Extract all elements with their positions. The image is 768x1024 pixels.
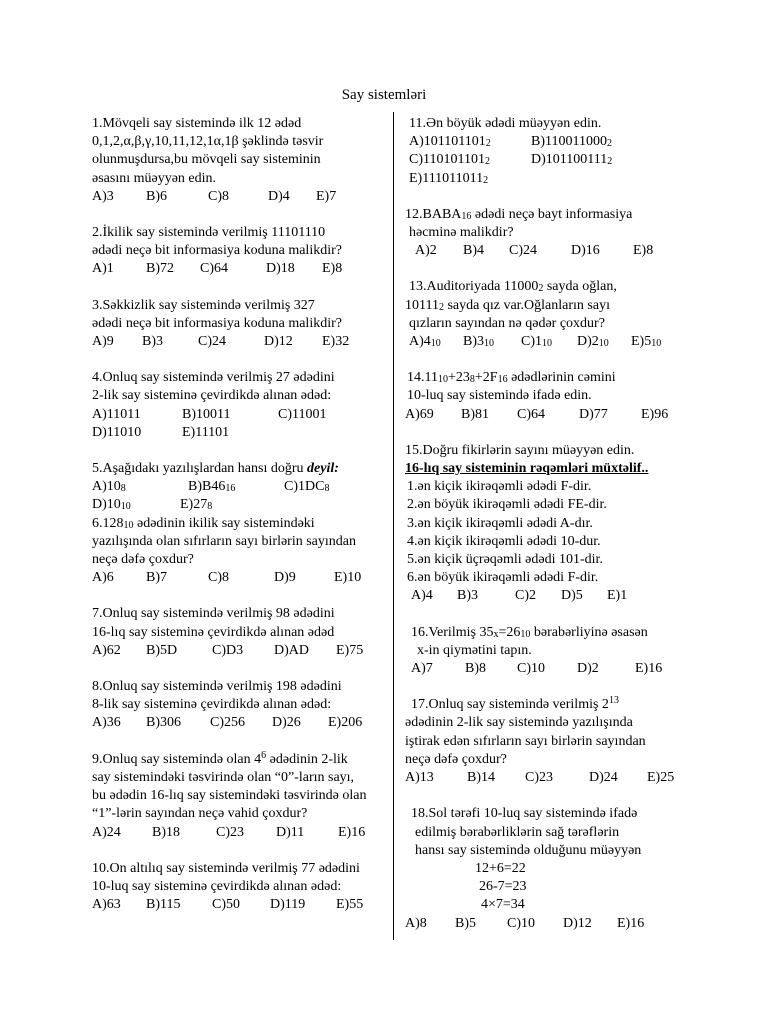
question-12-text: ədədi neçə bayt informasiya	[471, 206, 633, 222]
option-d: D)5	[561, 588, 583, 604]
option-d-base: 10	[120, 501, 131, 513]
option-b-text: B)3	[463, 334, 484, 350]
question-14-line: 10-luq say sistemində ifadə edin.	[407, 388, 592, 404]
option-e	[409, 170, 488, 188]
question-18-line: hansı say sistemində olduğunu müəyyən	[415, 842, 642, 858]
question-17-line: iştirak edən sıfırların sayı birlərin sayından	[405, 733, 646, 749]
question-14-base: 8	[469, 374, 475, 386]
question-8	[92, 678, 392, 733]
question-13-text: sayda oğlan,	[543, 279, 617, 295]
option-b: B)306	[146, 715, 181, 731]
option-a-text: A)101101101	[409, 134, 486, 150]
option-b: B)72	[146, 261, 174, 277]
option-d-text: D)10	[92, 497, 121, 513]
option-e: E)25	[647, 770, 675, 786]
question-5-emphasis: deyil:	[307, 461, 339, 477]
question-18-line: 18.Sol tərəfi 10-luq say sistemində ifadə	[411, 806, 638, 822]
question-17-line	[405, 696, 695, 714]
equation-3: 4×7=34	[481, 897, 525, 913]
option-d-base: 10	[598, 338, 609, 350]
statement-5: 5.ən kiçik üçrəqəmli ədədi 101-dir.	[407, 552, 603, 568]
option-a: A)24	[92, 824, 121, 840]
option-b: B)115	[146, 897, 181, 913]
option-a: A)2	[415, 243, 437, 259]
option-c	[521, 333, 577, 351]
question-6	[92, 515, 392, 588]
page-title: Say sistemləri	[341, 87, 427, 103]
question-1-line: 1.Mövqeli say sistemində ilk 12 ədəd	[92, 116, 302, 131]
question-14-text: 14.11	[407, 370, 438, 386]
option-d: D)2	[577, 661, 599, 677]
option-b: B)14	[467, 770, 495, 786]
question-10	[92, 860, 392, 915]
question-14-text: +23	[447, 370, 470, 386]
question-12-line: həcminə malikdir?	[409, 225, 514, 241]
option-c: C)23	[525, 770, 553, 786]
option-d: D)11	[276, 824, 305, 840]
question-9-line: bu ədədin 16-lıq say sistemindəki təsvirində olan	[92, 788, 367, 804]
option-b	[188, 478, 284, 496]
option-c: C)50	[212, 897, 240, 913]
option-a	[92, 478, 188, 496]
question-17	[405, 696, 695, 787]
question-4-options	[92, 424, 392, 442]
question-17-options	[405, 769, 695, 787]
option-c: C)24	[198, 334, 226, 350]
question-13-base: 2	[438, 301, 444, 313]
question-11	[409, 115, 695, 188]
question-7-options	[92, 642, 392, 660]
option-b: B)3	[457, 588, 478, 604]
option-a: A)62	[92, 642, 121, 658]
option-b	[463, 333, 521, 351]
option-c: C)256	[210, 715, 245, 731]
question-1-options	[92, 188, 392, 206]
question-16-text: bərabərliyinə əsasən	[530, 624, 648, 640]
question-4	[92, 369, 392, 442]
question-11-line: 11.Ən böyük ədədi müəyyən edin.	[409, 116, 602, 131]
question-12-text: 12.BABA	[405, 206, 462, 222]
question-15-line: 15.Doğru fikirlərin sayını müəyyən edin.	[405, 442, 635, 458]
question-6-base: 10	[123, 519, 134, 531]
question-5-line	[92, 460, 392, 478]
question-7	[92, 605, 392, 660]
option-e: E)32	[322, 334, 350, 350]
question-3	[92, 297, 392, 352]
option-b: B)7	[146, 570, 167, 586]
question-6-text: 6.128	[92, 515, 124, 531]
option-e: E)75	[336, 642, 364, 658]
option-a: A)8	[405, 915, 427, 931]
question-13-base: 2	[538, 283, 544, 295]
question-7-line: 7.Onluq say sistemində verilmiş 98 ədədini	[92, 606, 335, 622]
question-1-line: əsasını müəyyən edin.	[92, 170, 217, 186]
question-12	[405, 206, 695, 261]
question-9-exponent: 6	[261, 749, 267, 761]
option-e: E)96	[641, 406, 669, 422]
option-a-base: 8	[120, 483, 126, 495]
question-14	[405, 369, 695, 424]
statement-1: 1.ən kiçik ikirəqəmli ədədi F-dir.	[407, 479, 592, 495]
question-18-options	[405, 915, 695, 933]
question-15	[405, 442, 695, 606]
option-d: D)AD	[274, 642, 309, 658]
option-d: D)24	[589, 770, 618, 786]
option-a: A)69	[405, 406, 434, 422]
question-18-line: edilmiş bərabərliklərin sağ tərəflərin	[415, 824, 620, 840]
question-3-options	[92, 333, 392, 351]
question-8-line: 8-lik say sisteminə çevirdikdə alınan ədəd:	[92, 697, 332, 713]
question-13-options	[405, 333, 695, 351]
option-c: C)8	[208, 188, 229, 204]
question-14-options	[405, 406, 695, 424]
question-14-line	[405, 369, 695, 387]
option-c: C)10	[517, 661, 545, 677]
option-e: E)10	[334, 570, 362, 586]
question-9	[92, 751, 392, 842]
option-e-text: E)5	[631, 334, 652, 350]
question-15-options	[405, 587, 695, 605]
option-d: D)26	[272, 715, 301, 731]
question-1	[92, 115, 392, 206]
option-a: A)36	[92, 715, 121, 731]
option-a	[409, 333, 463, 351]
question-11-options	[409, 133, 695, 151]
question-4-line: 2-lik say sisteminə çevirdikdə alınan ədəd:	[92, 388, 332, 404]
option-e: E)206	[328, 715, 363, 731]
question-13-line: qızların sayından nə qədər çoxdur?	[409, 315, 605, 331]
option-c: C)64	[200, 261, 228, 277]
option-c-text: C)1DC	[284, 479, 325, 495]
option-b-text: B)B46	[188, 479, 226, 495]
equation-1: 12+6=22	[475, 860, 526, 876]
question-13-line	[405, 297, 695, 315]
option-a-text: A)4	[409, 334, 431, 350]
option-b-base: 2	[606, 138, 612, 150]
question-13-text: 13.Auditoriyada 11000	[409, 279, 539, 295]
question-4-options	[92, 406, 392, 424]
question-13-line	[405, 278, 695, 296]
question-17-line: ədədinin 2-lik say sistemində yazılışında	[405, 715, 633, 731]
question-3-line: ədədi neçə bit informasiya koduna malikdir?	[92, 315, 342, 331]
option-a-base: 10	[430, 338, 441, 350]
option-d: D)77	[579, 406, 608, 422]
option-c-text: C)110101101	[409, 152, 485, 168]
option-d: D)12	[563, 915, 592, 931]
question-16-line	[405, 624, 695, 642]
option-d-text: D)2	[577, 334, 599, 350]
option-e: E)16	[635, 661, 663, 677]
question-1-line: 0,1,2,α,β,γ,10,11,12,1α,1β şəklində təsvir	[92, 134, 324, 150]
question-14-text: ədədlərinin cəmini	[507, 370, 616, 386]
option-e: E)7	[316, 188, 337, 204]
option-e: E)1	[607, 588, 628, 604]
question-11-options	[409, 170, 695, 188]
question-12-base: 16	[461, 210, 472, 222]
statement-6: 6.ən böyük ikirəqəmli ədədi F-dir.	[407, 570, 599, 586]
option-e	[631, 333, 661, 351]
option-d-text: D)101100111	[531, 152, 608, 168]
option-e-text: E)27	[180, 497, 208, 513]
question-15-heading: 16-lıq say sisteminin rəqəmləri müxtəlif..	[405, 461, 649, 477]
option-c: C)64	[517, 406, 545, 422]
question-17-line: neçə dəfə çoxdur?	[405, 751, 507, 767]
question-2-options	[92, 260, 392, 278]
statement-4: 4.ən kiçik ikirəqəmli ədədi 10-dur.	[407, 533, 601, 549]
question-17-text: 17.Onluq say sistemində verilmiş 2	[411, 697, 609, 713]
question-8-line: 8.Onluq say sistemində verilmiş 198 ədədini	[92, 679, 342, 695]
question-8-options	[92, 714, 392, 732]
option-b: B)5D	[146, 642, 178, 658]
option-e-text: E)111011011	[409, 170, 484, 186]
question-16-base: x	[493, 628, 499, 640]
question-16-text: 16.Verilmiş 35	[411, 624, 494, 640]
option-c: C)D3	[212, 642, 244, 658]
option-e-base: 10	[651, 338, 662, 350]
question-10-options	[92, 896, 392, 914]
question-9-line: “1”-lərin sayından neçə vahid çoxdur?	[92, 806, 308, 822]
question-9-text: 9.Onluq say sistemində olan 4	[92, 751, 262, 767]
equation-2: 26-7=23	[479, 879, 527, 895]
option-e-base: 2	[483, 174, 489, 186]
option-a: A)11011	[92, 406, 141, 422]
option-d: D)11010	[92, 424, 142, 440]
question-5	[92, 460, 392, 515]
question-6-line	[92, 515, 392, 533]
option-a-text: A)10	[92, 479, 121, 495]
option-d: D)18	[266, 261, 295, 277]
option-a: A)9	[92, 334, 114, 350]
option-e: E)55	[336, 897, 364, 913]
option-b: B)5	[455, 915, 476, 931]
option-c: C)23	[216, 824, 244, 840]
question-9-line: say sistemindəki təsvirində olan “0”-ların sayı,	[92, 769, 355, 785]
option-d	[577, 333, 631, 351]
question-16-text: =26	[498, 624, 521, 640]
option-c	[409, 151, 531, 169]
option-e: E)8	[322, 261, 343, 277]
option-a: A)13	[405, 770, 434, 786]
question-18	[405, 805, 695, 932]
option-e-base: 8	[207, 501, 213, 513]
question-5-options	[92, 478, 392, 496]
question-10-line: 10.On altılıq say sistemində verilmiş 77 ədədini	[92, 860, 360, 876]
question-14-base: 16	[497, 374, 508, 386]
option-e: E)16	[338, 824, 366, 840]
option-d: D)12	[264, 334, 293, 350]
option-c-base: 10	[542, 338, 552, 350]
option-a	[409, 133, 531, 151]
option-c: C)10	[507, 915, 535, 931]
question-16-options	[405, 660, 695, 678]
question-17-exponent: 13	[608, 695, 619, 707]
option-b: B)4	[463, 243, 484, 259]
question-6-line: neçə dəfə çoxdur?	[92, 552, 194, 568]
question-9-options	[92, 824, 392, 842]
question-13-text: 10111	[405, 297, 439, 313]
option-d: D)9	[274, 570, 296, 586]
option-c: C)2	[515, 588, 536, 604]
question-12-options	[405, 242, 695, 260]
column-divider	[393, 112, 394, 940]
option-b-base: 16	[225, 483, 236, 495]
option-c-base: 8	[324, 483, 330, 495]
option-e: E)11101	[182, 424, 230, 440]
option-b: B)10011	[182, 406, 231, 422]
option-c	[284, 478, 329, 496]
option-a-base: 2	[485, 138, 491, 150]
option-c: C)24	[509, 243, 537, 259]
option-b	[531, 133, 612, 151]
option-e: E)8	[633, 243, 654, 259]
option-a: A)3	[92, 188, 114, 204]
option-a: A)7	[411, 661, 433, 677]
question-9-text: ədədinin 2-lik	[266, 751, 348, 767]
question-16-line: x-in qiymətini tapın.	[417, 642, 532, 658]
question-12-line	[405, 206, 695, 224]
question-11-options	[409, 151, 695, 169]
question-5-text: 5.Aşağıdakı yazılışlardan hansı doğru	[92, 461, 308, 477]
option-b: B)18	[152, 824, 180, 840]
question-16	[405, 624, 695, 679]
option-a: A)63	[92, 897, 121, 913]
question-13-text: sayda qız var.Oğlanların sayı	[443, 297, 610, 313]
question-2	[92, 224, 392, 279]
option-a: A)1	[92, 261, 114, 277]
option-a: A)6	[92, 570, 114, 586]
question-1-line: olunmuşdursa,bu mövqeli say sisteminin	[92, 152, 321, 168]
option-b: B)81	[461, 406, 489, 422]
question-6-line: yazılışında olan sıfırların sayı birlərin sayından	[92, 533, 356, 549]
statement-3: 3.ən kiçik ikirəqəmli ədədi A-dır.	[407, 515, 593, 531]
option-b: B)3	[142, 334, 163, 350]
option-e	[180, 496, 212, 514]
question-14-text: +2F	[474, 370, 498, 386]
question-6-text: ədədinin ikilik say sistemindəki	[133, 515, 315, 531]
statement-2: 2.ən böyük ikirəqəmli ədədi FE-dir.	[407, 497, 607, 513]
question-2-line: ədədi neçə bit informasiya koduna malikdir?	[92, 243, 342, 259]
question-14-base: 10	[437, 374, 448, 386]
question-16-base: 10	[520, 628, 531, 640]
question-6-options	[92, 569, 392, 587]
option-b: B)8	[465, 661, 486, 677]
option-c-base: 2	[484, 156, 490, 168]
option-b-base: 10	[484, 338, 494, 350]
option-d	[531, 151, 612, 169]
question-4-line: 4.Onluq say sistemində verilmiş 27 ədədini	[92, 370, 335, 386]
question-10-line: 10-luq say sisteminə çevirdikdə alınan ədəd:	[92, 878, 342, 894]
option-c-text: C)1	[521, 334, 542, 350]
option-d: D)16	[571, 243, 600, 259]
question-13	[405, 278, 695, 351]
left-column	[92, 115, 392, 914]
option-a: A)4	[411, 588, 433, 604]
option-d: D)119	[270, 897, 306, 913]
option-b: B)6	[146, 188, 167, 204]
option-e: E)16	[617, 915, 645, 931]
question-3-line: 3.Səkkizlik say sistemində verilmiş 327	[92, 297, 315, 313]
question-2-line: 2.İkilik say sistemində verilmiş 11101110	[92, 225, 326, 241]
option-d: D)4	[268, 188, 290, 204]
option-d	[92, 496, 180, 514]
right-column	[405, 115, 695, 933]
option-d-base: 2	[607, 156, 613, 168]
question-7-line: 16-lıq say sisteminə çevirdikdə alınan ədəd	[92, 624, 335, 640]
question-9-line	[92, 751, 392, 769]
question-5-options	[92, 496, 392, 514]
option-c: C)8	[208, 570, 229, 586]
option-b-text: B)110011000	[531, 134, 607, 150]
option-c: C)11001	[278, 406, 327, 422]
